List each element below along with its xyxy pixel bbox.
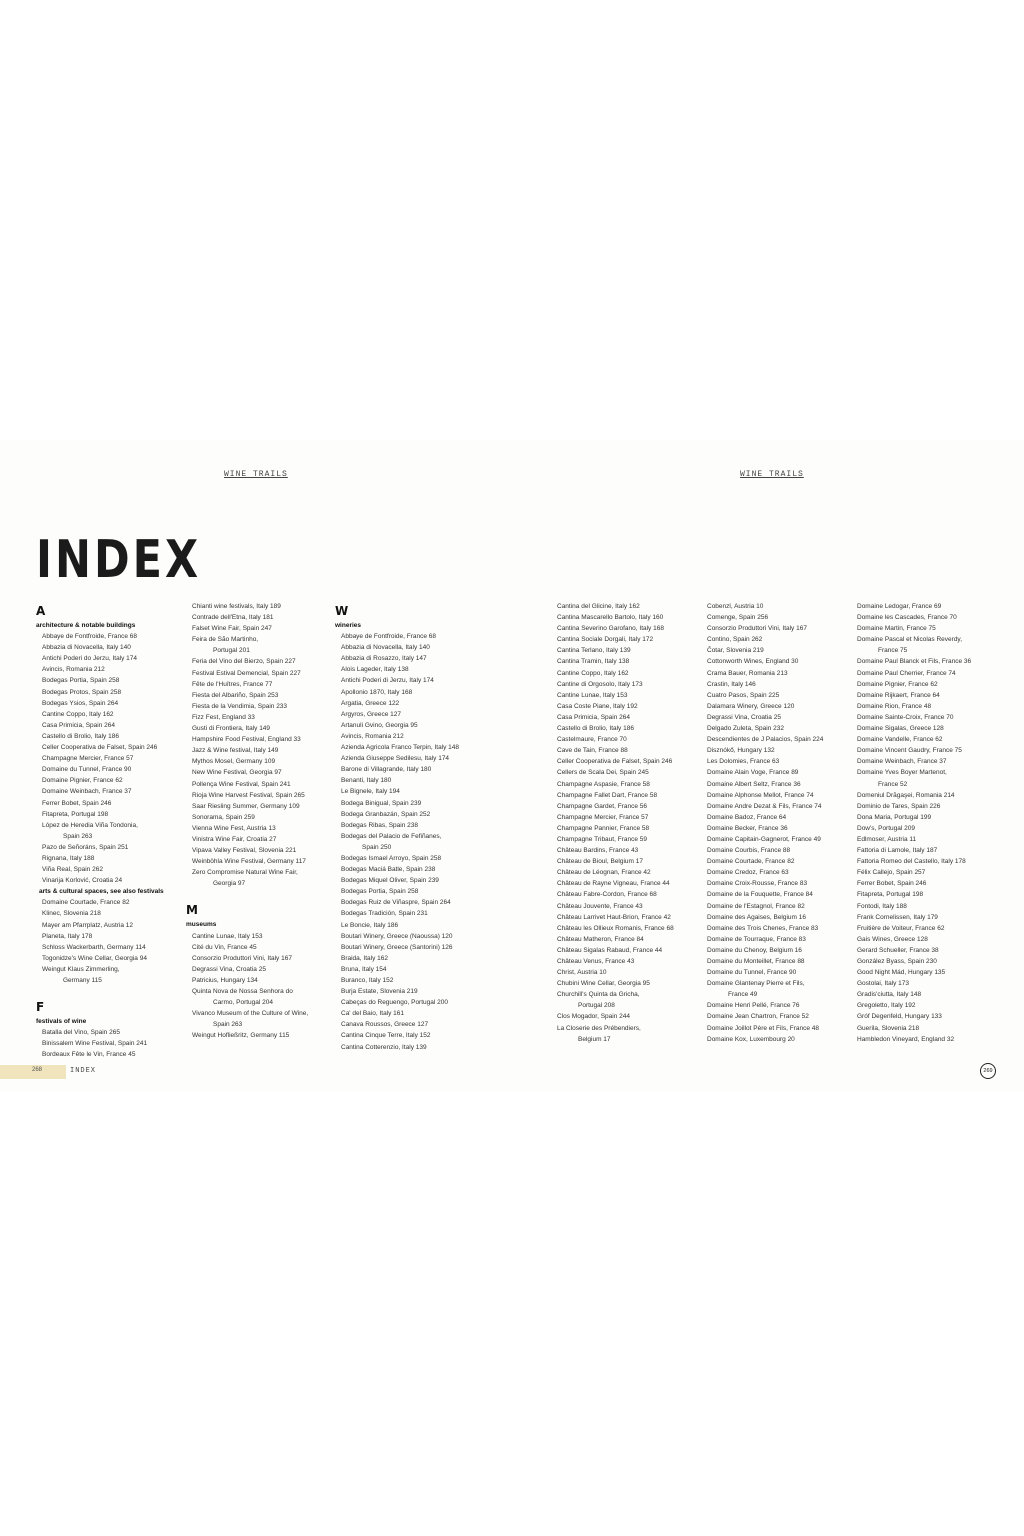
index-entry: Braida, Italy 162 [341,954,388,962]
index-entry: Champagne Tribaut, France 59 [557,835,647,843]
index-entry: Bodegas Portia, Spain 258 [341,888,419,896]
index-entry: Barone di Villagrande, Italy 180 [341,766,432,774]
index-entry: Feira de São Martinho, [192,636,259,644]
index-entry: López de Heredia Viña Tondonia, [42,821,138,829]
index-entry: Vinistra Wine Fair, Croatia 27 [192,835,277,843]
index-entry: Cantine Coppo, Italy 162 [557,669,629,677]
index-entry: Schloss Wackerbarth, Germany 114 [42,943,146,951]
index-entry: Gregoletto, Italy 192 [857,1002,916,1010]
index-entry: Togonidze's Wine Cellar, Georgia 94 [42,954,147,962]
index-entry: Félix Callejo, Spain 257 [857,869,926,877]
index-entry: Antichi Poderi di Jerzu, Italy 174 [341,677,434,685]
index-entry: Domaine Kox, Luxembourg 20 [707,1035,795,1043]
index-entry: Vinarija Korlović, Croatia 24 [42,877,123,885]
index-entry: Cabeças do Reguengo, Portugal 200 [341,999,448,1007]
index-category-heading: museums [186,921,217,929]
index-entry: Casa Primicia, Spain 264 [42,721,115,729]
index-entry: Bodegas Portia, Spain 258 [42,677,120,685]
index-entry: Les Dolomies, France 63 [707,758,780,766]
index-entry: Festival Estival Demencial, Spain 227 [192,669,301,677]
index-entry: Frank Cornelissen, Italy 179 [857,913,938,921]
index-entry: Domaine du Tunnel, France 90 [42,766,132,774]
index-entry: Domaine Yves Boyer Martenot, [857,769,947,777]
index-entry: Fruitière de Voiteur, France 62 [857,924,945,932]
index-column-1 [36,601,186,1060]
index-entry: Domaine du Monteillet, France 88 [707,958,805,965]
index-entry: Domaine Vincent Gaudry, France 75 [857,747,962,755]
index-entry: Ferrer Bobet, Spain 246 [42,799,112,807]
index-entry: Domaine du Chenoy, Belgium 16 [707,946,802,954]
index-entry: Avincis, Romania 212 [341,732,404,740]
index-entry: Cantina del Glicine, Italy 162 [557,603,640,610]
index-entry: Hambledon Vineyard, England 32 [857,1035,955,1043]
index-entry: Degrassi Vina, Croatia 25 [707,713,781,721]
index-entry: Weinböhla Wine Festival, Germany 117 [192,858,306,866]
index-entry: Domaine Rijkaert, France 64 [857,691,940,699]
index-entry-continuation: Spain 250 [362,843,392,851]
index-entry: New Wine Festival, Georgia 97 [192,769,282,777]
index-entry: Avincis, Romania 212 [42,666,105,674]
index-entry: Jazz & Wine festival, Italy 149 [192,747,279,755]
index-entry: Benanti, Italy 180 [341,777,392,785]
index-entry: Fiesta de la Vendimia, Spain 233 [192,702,288,710]
index-entry-continuation: Carmo, Portugal 204 [213,999,273,1007]
index-entry: Champagne Gardet, France 56 [557,802,647,810]
index-entry: Domaine les Cascades, France 70 [857,614,957,622]
index-entry: Fête de l'Huîtres, France 77 [192,680,273,688]
index-entry: Domaine des Agaises, Belgium 16 [707,913,807,921]
index-entry: Champagne Fallet Dart, France 58 [557,791,658,799]
index-entry: Domaine Henri Pellé, France 76 [707,1002,800,1010]
index-entry: Domaine des Trois Chenes, France 83 [707,924,819,932]
index-entry: Sonorama, Spain 259 [192,813,255,821]
index-entry: Domaine Pascal et Nicolas Reverdy, [857,636,963,644]
index-entry: Consorzio Produttori Vini, Italy 167 [707,625,807,633]
index-entry-continuation: France 52 [878,780,908,788]
index-entry: Château Larrivet Haut-Brion, France 42 [557,913,671,921]
index-entry: Domaine Becker, France 36 [707,824,788,832]
index-entry: Cantine Coppo, Italy 162 [42,710,114,718]
index-entry: Château Sigalas Rabaud, France 44 [557,946,663,954]
index-entry: Rioja Wine Harvest Festival, Spain 265 [192,791,305,799]
index-entry: Alois Lageder, Italy 138 [341,666,409,674]
index-entry-continuation: Georgia 97 [213,880,246,888]
index-column-4 [551,601,701,1045]
index-entry: Fitapreta, Portugal 198 [857,891,924,899]
index-entry: Domaine Croix-Rousse, France 83 [707,880,808,888]
index-entry: Fiesta del Albariño, Spain 253 [192,691,279,699]
index-entry: Weingut Klaus Zimmerling, [42,965,120,973]
index-entry: Domaine Albert Seltz, France 36 [707,780,801,788]
index-entry: Domaine de la Fouquette, France 84 [707,891,813,899]
index-entry: Château Fabre-Cordon, France 68 [557,891,657,899]
index-entry: Celler Cooperativa de Falset, Spain 246 [42,744,158,752]
index-entry: Le Bignele, Italy 194 [341,788,400,796]
index-entry: Chianti wine festivals, Italy 189 [192,603,281,610]
index-column-6 [851,601,1001,1045]
index-entry: Domaine Credoz, France 63 [707,869,789,877]
index-entry: Gerard Schueller, France 38 [857,946,939,954]
index-entry: Bodegas Miquel Oliver, Spain 239 [341,877,439,885]
index-entry: Hampshire Food Festival, England 33 [192,736,301,744]
index-entry: Vivanco Museum of the Culture of Wine, [192,1010,309,1018]
index-entry: Bodegas Maciá Batle, Spain 238 [341,866,436,874]
index-entry: Cantine Lunae, Italy 153 [557,691,628,699]
index-entry-continuation: Portugal 208 [578,1002,615,1010]
index-entry-continuation: France 75 [878,647,908,655]
index-entry: Fattoria di Lamole, Italy 187 [857,847,938,855]
index-entry: Crastin, Italy 146 [707,680,756,688]
index-entry-continuation: Portugal 201 [213,647,250,655]
index-entry: Cuatro Pasos, Spain 225 [707,691,780,699]
index-entry: Abbazia di Novacella, Italy 140 [341,644,430,652]
index-entry: Comenge, Spain 256 [707,614,769,622]
index-entry: Bodegas Ysios, Spain 264 [42,699,119,707]
index-entry: Cobenzl, Austria 10 [707,603,764,610]
index-entry: Bodegas Tradición, Spain 231 [341,910,428,918]
index-entry: La Closerie des Prébendiers, [557,1024,641,1032]
index-entry: Saar Riesling Summer, Germany 109 [192,802,300,810]
index-entry: Domaine Courtade, France 82 [707,858,795,866]
index-entry: Boutari Winery, Greece (Naoussa) 120 [341,932,453,940]
index-entry: Quinta Nova de Nossa Senhora do [192,988,293,995]
index-entry: Castello di Brolio, Italy 186 [557,725,634,733]
index-entry: Contino, Spain 262 [707,636,763,644]
index-entry: Fattoria Romeo del Castello, Italy 178 [857,858,966,866]
index-entry: Azienda Giuseppe Sedilesu, Italy 174 [341,755,450,763]
index-letter-heading: A [36,604,46,618]
index-entry: Abbazia di Rosazzo, Italy 147 [341,655,427,663]
index-entry: Binissalem Wine Festival, Spain 241 [42,1040,148,1048]
index-entry: González Byass, Spain 230 [857,958,937,965]
index-entry: Gostolai, Italy 173 [857,980,910,988]
index-entry: Weingut Hofließritz, Germany 115 [192,1032,290,1040]
index-entry: Domaine Courbis, France 88 [707,847,791,855]
index-entry: Cantina Cinque Terre, Italy 152 [341,1032,431,1040]
index-entry: Château les Ollieux Romanis, France 68 [557,924,674,932]
index-entry: Descendientes de J Palacios, Spain 224 [707,736,824,744]
index-entry: Château Jouvente, France 43 [557,902,643,910]
index-entry: Champagne Mercier, France 57 [42,755,134,763]
index-column-5 [701,601,851,1045]
index-entry: Domaine Capitain-Gagnerot, France 49 [707,835,821,843]
index-entry: Argyros, Greece 127 [341,710,401,718]
index-entry: Dalamara Winery, Greece 120 [707,702,795,710]
index-entry: Contrade dell'Etna, Italy 181 [192,614,274,622]
index-entry: Planeta, Italy 178 [42,932,93,940]
index-entry: Champagne Mercier, France 57 [557,813,649,821]
index-entry: Château de Léognan, France 42 [557,869,651,877]
page-title: INDEX [36,530,202,590]
index-entry: Domaine Glantenay Pierre et Fils, [707,980,805,988]
index-entry: Čotar, Slovenia 219 [707,647,764,655]
book-spread [0,440,1024,1092]
index-category-heading: architecture & notable buildings [36,622,136,629]
index-entry: Bodegas Ismael Arroyo, Spain 258 [341,854,442,862]
index-entry: Cellers de Scala Dei, Spain 245 [557,769,649,777]
index-entry: Domaine Rion, France 48 [857,702,932,710]
index-entry-continuation: France 49 [728,991,758,999]
index-entry: Patricius, Hungary 134 [192,976,258,984]
index-entry: Cottonworth Wines, England 30 [707,658,799,666]
index-entry: Domaine Martin, France 75 [857,625,936,633]
index-entry: Gais Wines, Greece 128 [857,935,928,943]
index-entry: Domaine Joillot Père et Fils, France 48 [707,1024,819,1032]
index-entry: Château de Rayne Vigneau, France 44 [557,880,670,888]
index-entry: Cité du Vin, France 45 [192,943,257,951]
index-entry: Antichi Poderi do Jerzu, Italy 174 [42,655,138,663]
index-entry: Bodegas del Palacio de Fefiñanes, [341,832,442,840]
footer-section-label: INDEX [70,1067,97,1075]
index-entry: Cantine di Orgosolo, Italy 173 [557,680,643,688]
index-entry: Clos Mogador, Spain 244 [557,1013,630,1021]
index-entry: Vienna Wine Fest, Austria 13 [192,824,276,832]
index-entry: Churchill's Quinta da Gricha, [557,991,640,999]
index-entry: Mayer am Pfarrplatz, Austria 12 [42,921,134,929]
index-entry: Domaine Vandelle, France 62 [857,736,943,744]
index-entry: Feria del Vino del Bierzo, Spain 227 [192,658,296,666]
index-entry: Domaine Ledogar, France 69 [857,603,942,610]
index-entry: Bruna, Italy 154 [341,965,387,973]
index-entry: Consorzio Produttori Vini, Italy 167 [192,954,292,962]
index-entry: Cantina Mascarello Bartolo, Italy 160 [557,614,664,622]
index-entry: Domaine Jean Chartron, France 52 [707,1013,809,1021]
index-entry: Christ, Austria 10 [557,969,607,977]
index-entry: Domaine de l'Estagnol, France 82 [707,902,805,910]
index-entry: Cantina Tramin, Italy 138 [557,658,630,666]
index-entry: Abbazia di Novacella, Italy 140 [42,644,131,652]
index-entry: Boutari Winery, Greece (Santorini) 126 [341,943,453,951]
index-spacer [186,889,336,900]
index-entry: Château Bardins, France 43 [557,847,639,855]
index-entry: Domeniul Drăgaşei, Romania 214 [857,791,955,799]
index-entry: Fontodi, Italy 188 [857,902,907,910]
index-entry: Argatia, Greece 122 [341,699,400,707]
index-entry: Gusti di Frontiera, Italy 149 [192,725,271,733]
index-entry: Delgado Zuleta, Spain 232 [707,725,784,733]
index-entry: Cantina Sociale Dorgali, Italy 172 [557,636,654,644]
index-entry: Pollença Wine Festival, Spain 241 [192,780,291,788]
index-entry: Château Venus, France 43 [557,958,635,965]
index-entry: Domaine Andre Dezat & Fils, France 74 [707,802,822,810]
index-entry: Domaine Weinbach, France 37 [42,788,132,796]
index-entry: Burja Estate, Slovenia 219 [341,988,418,996]
index-entry: Casa Coste Piane, Italy 192 [557,702,638,710]
index-category-heading: festivals of wine [36,1018,87,1026]
index-entry-continuation: Belgium 17 [578,1035,611,1043]
index-entry: Klinec, Slovenia 218 [42,910,101,918]
index-entry: Abbaye de Fontfroide, France 68 [341,633,437,641]
page-number-right: 269 [980,1063,996,1079]
index-entry: Azienda Agricola Franco Terpin, Italy 148 [341,744,460,752]
index-entry: Gradis'ciutta, Italy 148 [857,991,922,999]
index-entry: Bodegas Ribas, Spain 238 [341,821,418,829]
index-entry: Artanuli Gvino, Georgia 95 [341,721,418,729]
index-entry: Celler Cooperativa de Falset, Spain 246 [557,758,673,766]
index-entry: Fizz Fest, England 33 [192,713,255,721]
index-entry: Bodegas Ruiz de Viñaspre, Spain 264 [341,899,451,907]
index-entry: Bodega Granbazán, Spain 252 [341,810,431,818]
index-entry: Guerila, Slovenia 218 [857,1024,920,1032]
index-entry: Bordeaux Fête le Vin, France 45 [42,1051,136,1059]
index-entry-continuation: Spain 263 [213,1021,243,1029]
index-entry: Cantina Severino Garofano, Italy 168 [557,625,664,633]
index-entry: Domaine Courtade, France 82 [42,899,130,907]
index-entry: Casa Primicia, Spain 264 [557,713,630,721]
index-category-heading: arts & cultural spaces, see also festivals [39,888,164,896]
page-number-left: 268 [32,1067,43,1073]
index-entry: Falset Wine Fair, Spain 247 [192,625,272,633]
index-entry: Gróf Degenfeld, Hungary 133 [857,1013,942,1021]
index-column-2 [186,601,336,1041]
index-entry: Buranco, Italy 152 [341,977,394,984]
index-entry: Ferrer Bobet, Spain 246 [857,880,927,888]
index-entry: Chubini Wine Cellar, Georgia 95 [557,980,650,988]
index-entry: Champagne Aspasie, France 58 [557,780,650,788]
index-letter-heading: M [186,903,198,918]
index-entry: Castelmaure, France 70 [557,736,627,744]
index-entry: Viña Real, Spain 262 [42,866,103,874]
index-entry: Domaine Alain Voge, France 89 [707,769,799,777]
index-entry: Apollonio 1870, Italy 168 [341,688,413,696]
index-entry: Canava Roussos, Greece 127 [341,1021,429,1029]
index-entry: Disznókő, Hungary 132 [707,747,775,755]
index-entry: Le Boncie, Italy 186 [341,921,399,929]
index-entry: Château de Bioul, Belgium 17 [557,858,644,866]
index-entry: Edlmoser, Austria 11 [857,835,917,843]
index-letter-heading: W [335,604,349,618]
index-entry: Abbaye de Fontfroide, France 68 [42,633,138,641]
index-entry: Dow's, Portugal 209 [857,824,915,832]
index-entry: Rignana, Italy 188 [42,854,95,862]
index-entry: Zero Compromise Natural Wine Fair, [192,869,298,877]
index-entry: Cantina Terlano, Italy 139 [557,647,631,655]
index-entry: Ca' del Baio, Italy 161 [341,1010,405,1018]
index-entry: Domaine de Tourraque, France 83 [707,935,806,943]
index-entry: Domaine Alphonse Mellot, France 74 [707,791,814,799]
index-entry: Champagne Pannier, France 58 [557,824,650,832]
index-entry: Domaine Sigalas, Greece 128 [857,725,944,733]
index-entry: Castello di Brolio, Italy 186 [42,732,119,740]
index-entry: Château Matheron, France 84 [557,935,644,943]
index-column-3 [335,601,485,1053]
index-entry: Bodegas Protos, Spain 258 [42,688,122,696]
index-entry-continuation: Germany 115 [63,977,102,984]
index-entry: Cantina Cotterenzio, Italy 139 [341,1043,427,1051]
index-entry: Bodega Binigual, Spain 239 [341,799,422,807]
index-entry: Fitapreta, Portugal 198 [42,810,109,818]
index-entry-continuation: Spain 263 [63,832,93,840]
running-head-left: WINE TRAILS [224,470,288,479]
index-letter-heading: F [36,1000,45,1015]
index-spacer [36,986,186,997]
index-category-heading: wineries [335,622,362,629]
index-entry: Domaine Paul Cherrier, France 74 [857,669,956,677]
index-entry: Degrassi Vina, Croatia 25 [192,965,266,973]
index-entry: Vipava Valley Festival, Slovenia 221 [192,847,297,855]
index-entry: Domaine Badoz, France 64 [707,813,787,821]
index-entry: Crama Bauer, Romania 213 [707,669,788,677]
index-entry: Mythos Mosel, Germany 109 [192,758,276,766]
index-entry: Batalla del Vino, Spain 265 [42,1029,120,1037]
index-entry: Domaine Pignier, France 62 [42,777,123,785]
index-entry: Domaine du Tunnel, France 90 [707,969,797,977]
index-entry: Dona Maria, Portugal 199 [857,813,932,821]
index-entry: Domaine Sainte-Croix, France 70 [857,713,954,721]
index-entry: Cantine Lunae, Italy 153 [192,932,263,940]
index-entry: Cave de Tain, France 88 [557,747,628,755]
running-head-right: WINE TRAILS [740,470,804,479]
index-entry: Dominio de Tares, Spain 226 [857,802,941,810]
index-entry: Pazo de Señoráns, Spain 251 [42,843,129,851]
index-entry: Domaine Pignier, France 62 [857,680,938,688]
index-entry: Good Night Mád, Hungary 135 [857,969,946,977]
index-entry: Domaine Weinbach, France 37 [857,758,947,766]
index-entry: Domaine Paul Blanck et Fils, France 36 [857,658,972,666]
